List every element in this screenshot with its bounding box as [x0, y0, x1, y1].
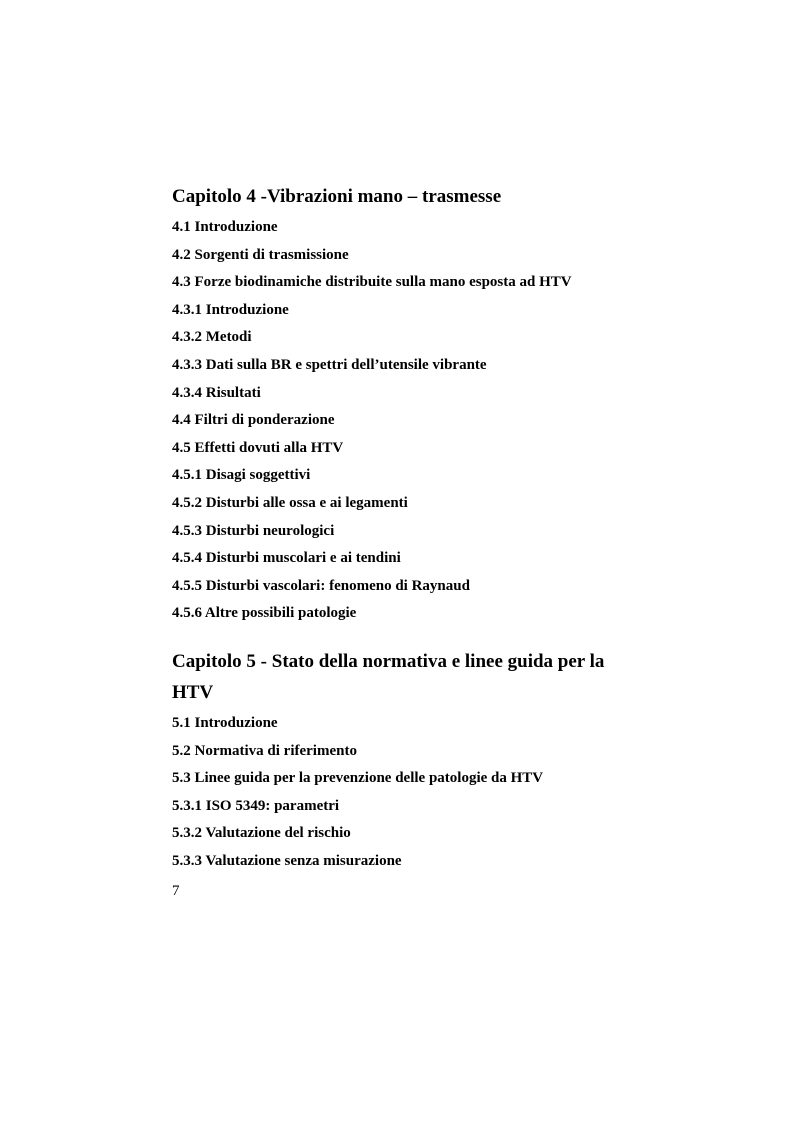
chapter-5-title: Capitolo 5 - Stato della normativa e linee guida per la HTV	[172, 651, 605, 703]
toc-entry: 4.3.4 Risultati	[172, 384, 261, 401]
toc-entry: 5.1 Introduzione	[172, 715, 278, 731]
toc-entry: 4.5.6 Altre possibili patologie	[172, 605, 357, 622]
toc-entry: 4.3.2 Metodi	[172, 329, 252, 346]
toc-entry: 5.3.2 Valutazione del rischio	[172, 825, 351, 842]
toc-entry: 4.2 Sorgenti di trasmissione	[172, 246, 349, 263]
toc-entry: 4.5.3 Disturbi neurologici	[172, 522, 335, 539]
toc-entry: 4.3 Forze biodinamiche distribuite sulla mano esposta ad HTV	[172, 274, 572, 291]
chapter-4-toc	[172, 218, 572, 632]
toc-entry: 4.3.3 Dati sulla BR e spettri dell’utensile vibrante	[172, 356, 487, 373]
toc-entry: 4.5.4 Disturbi muscolari e ai tendini	[172, 550, 401, 567]
chapter-4-title: Capitolo 4 -Vibrazioni mano – trasmesse	[172, 186, 502, 207]
toc-entry: 4.5.2 Disturbi alle ossa e ai legamenti	[172, 494, 408, 511]
chapter-5-toc	[172, 714, 543, 880]
toc-entry: 4.3.1 Introduzione	[172, 301, 289, 318]
toc-entry: 5.2 Normativa di riferimento	[172, 742, 357, 759]
toc-entry: 4.5.1 Disagi soggettivi	[172, 467, 311, 484]
toc-entry: 4.5.5 Disturbi vascolari: fenomeno di Raynaud	[172, 577, 470, 594]
toc-entry: 5.3.1 ISO 5349: parametri	[172, 797, 340, 814]
toc-entry: 4.1 Introduzione	[172, 219, 278, 235]
toc-entry: 4.4 Filtri di ponderazione	[172, 412, 335, 429]
toc-entry: 4.5 Effetti dovuti alla HTV	[172, 439, 344, 456]
toc-entry: 5.3.3 Valutazione senza misurazione	[172, 852, 402, 869]
toc-entry: 5.3 Linee guida per la prevenzione delle patologie da HTV	[172, 770, 544, 787]
page-number: 7	[172, 883, 180, 899]
